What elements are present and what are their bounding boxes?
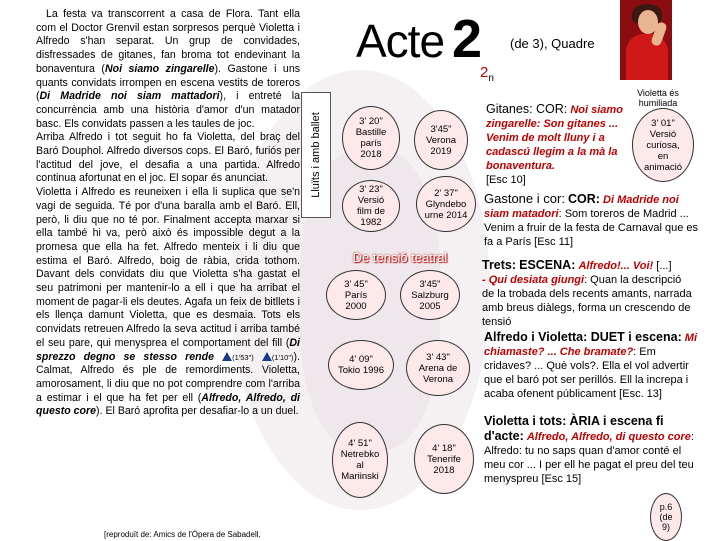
rec-l3: en bbox=[657, 150, 669, 162]
title-acte: Acte bbox=[356, 15, 445, 67]
page-total: 9) bbox=[661, 522, 670, 532]
rec-time: 3' 23" bbox=[359, 184, 383, 195]
gastone-cor: COR: bbox=[568, 192, 600, 206]
gastone-block bbox=[484, 192, 698, 249]
rec-time: 3' 20" bbox=[359, 116, 383, 127]
synopsis-p1-text3: ), i entreté la concurrència amb una història d'amor d'un matador basc. Els convidats passen a les taules de joc. bbox=[36, 90, 300, 130]
synopsis-p3a: Violetta i Alfredo es reuneixen i ella li suplica que se'n vagi de seguida. Té por d'una baralla amb el Baró. Ell, però, li diu que no té por. Finalment accepta marxar si ella també hi va, però això és impossible degut a la promesa que ella ha fet. Alfredo menteix i li diu que estima el Baró. Alfredo, boig de ràbia, crida tothom. Davant dels convidats diu que Violetta s'ha gastat el seu patrimoni per mantenir-lo a ell i que ha arribat el moment de pagar-li els deutes. Agafa un feix de bitllets i els llença damunt Violetta, que es desmaia. Tots els convidats retreuen Alfredo la seva actitud i arriba també el seu pare, qui menysprea el comportament del fill ( bbox=[36, 186, 300, 349]
recording-oval-glyndebourne[interactable] bbox=[416, 176, 476, 232]
rec-city: Verona bbox=[422, 373, 454, 385]
recording-oval-tokio[interactable] bbox=[328, 340, 394, 390]
rec-year: 2018 bbox=[433, 464, 455, 476]
quadre-sub: n bbox=[488, 73, 494, 84]
rec-time: 3'45" bbox=[419, 278, 441, 290]
rec-place: Salzburg bbox=[411, 289, 449, 301]
title-part: (de 3), Quadre bbox=[510, 36, 595, 51]
page-indicator bbox=[650, 493, 682, 541]
recording-oval-film[interactable] bbox=[342, 180, 400, 232]
rec-place: Bastille bbox=[355, 127, 387, 138]
vertical-tab-label: Lluïts i amb ballet bbox=[310, 112, 322, 198]
synopsis-p3-italic: Di sprezzo degno se stesso rende bbox=[36, 336, 300, 363]
escena-block bbox=[482, 258, 696, 329]
title-act-number: 2 bbox=[452, 9, 482, 69]
rec-year: 1996 bbox=[362, 365, 384, 376]
aria-text: : Alfredo: tu no saps quan d'amor conté el meu cor ... I per ell he pagat el preu del teu menyspreu [Esc 15] bbox=[484, 431, 694, 485]
audio-duration-1: (1'53") bbox=[232, 352, 254, 362]
synopsis-p3b-italic: Alfredo, Alfredo, di questo core bbox=[36, 391, 301, 418]
rec-city: urne bbox=[424, 209, 444, 221]
rec-time: 2' 37" bbox=[434, 187, 458, 199]
duet-block bbox=[484, 330, 698, 401]
page-number: p.6 bbox=[659, 502, 673, 512]
escena-italic: Alfredo!... Voi! bbox=[578, 260, 654, 272]
photo-caption: Violetta és humiliada bbox=[637, 88, 679, 108]
rec-time: 4' 18" bbox=[432, 442, 456, 454]
rec-place: Glyndebo bbox=[425, 198, 467, 210]
synopsis-text bbox=[36, 8, 300, 419]
aria-block bbox=[484, 414, 698, 486]
synopsis-p1: La festa va transcorrent a casa de Flora. Tant ella com el Doctor Grenvil estan sorpresos perquè Violetta i Alfredo s'han separat. Un grup de convidades, disfressades de gitanes, fan broma tot endevinant la bonaventura ( bbox=[36, 8, 300, 75]
synopsis-p3c: ). El Baró aprofita per desafiar-lo a un duel. bbox=[96, 405, 299, 418]
synopsis-p1-italic1: Noi siamo zingarelle bbox=[104, 62, 215, 75]
rec-place: Versió bbox=[357, 195, 385, 206]
gastone-label: Gastone i cor: bbox=[484, 191, 565, 206]
rec-time: 4' 51" bbox=[348, 438, 372, 449]
audio-duration-2: (1'10") bbox=[271, 352, 294, 362]
recording-oval-verona[interactable] bbox=[414, 110, 468, 170]
gitanes-esc: [Esc 10] bbox=[486, 174, 526, 186]
recording-oval-bastille[interactable] bbox=[342, 106, 400, 170]
recording-oval-tenerife[interactable] bbox=[414, 424, 474, 494]
quadre-num: 2 bbox=[480, 64, 489, 81]
violetta-photo bbox=[620, 0, 672, 80]
qui-text: : Quan la descripció de la trobada dels recents amants, narrada amb breus diàlegs, forma un crescendo de tensió bbox=[482, 274, 692, 328]
synopsis-p1-text2: ). Gastone i uns quants convidats irrompen en escena vestits de toreros ( bbox=[36, 62, 301, 103]
duet-italic: Mi chiamaste? ... Che bramate? bbox=[484, 332, 698, 358]
rec-year: 2014 bbox=[446, 209, 468, 221]
rec-city: film de bbox=[357, 206, 385, 217]
rec-place: Netrebko bbox=[340, 449, 380, 460]
duet-text: : Em cridaves? ... Què vols?. Ella el vol advertir que el baró pot ser perillós. Ell la increpa i acaba ofenent públicament bbox=[484, 346, 689, 400]
rec-time: 3'45" bbox=[430, 123, 452, 135]
rec-year: 1982 bbox=[360, 217, 382, 228]
aria-italic: Alfredo, Alfredo, di questo core bbox=[526, 431, 691, 443]
escena-label: ESCENA: bbox=[519, 258, 576, 272]
gitanes-block bbox=[486, 102, 630, 187]
rec-place: Tenerife bbox=[427, 453, 461, 465]
rec-l2: curiosa, bbox=[646, 139, 680, 151]
gitanes-label: Gitanes: COR: bbox=[486, 102, 568, 116]
rec-place: París bbox=[344, 289, 368, 301]
synopsis-p3b: ). Calmat, Alfredo és ple de remordiments. Violetta, amorosament, li diu que no pot comprendre com l'arriba a estimar i el que ha fet per ell ( bbox=[36, 350, 300, 404]
aria-word: ÀRIA i escena fi d'acte: bbox=[484, 414, 664, 443]
rec-time: 4' 09" bbox=[349, 354, 373, 365]
gitanes-italic: Noi siamo zingarelle bbox=[486, 104, 623, 130]
rec-time: 3' 01" bbox=[651, 117, 675, 129]
page-title bbox=[356, 8, 481, 70]
synopsis-p1-italic2: Di Madride noi siam mattadori bbox=[39, 90, 220, 103]
rec-place: Arena de bbox=[418, 362, 458, 374]
recording-oval-salzburg[interactable] bbox=[400, 270, 460, 320]
escena-ellipsis: [...] bbox=[656, 260, 672, 272]
duet-esc: [Esc. 13] bbox=[619, 388, 662, 400]
play-icon[interactable] bbox=[262, 352, 272, 361]
gastone-italic: Di Madride noi siam matadori bbox=[484, 194, 679, 220]
synopsis-p2: Arriba Alfredo i tot seguit ho fa Violetta, del braç del Baró Douphol. Alfredo diversos cops. El Baró, furiós per l'actitud del jove, el desafia a una partida. Alfredo continua afortunat en el joc. El sopar és anunciat. bbox=[36, 131, 300, 185]
rec-time: 3' 43" bbox=[426, 351, 450, 363]
credit-text: [reproduït de: Amics de l'Òpera de Sabadell, bbox=[104, 530, 261, 539]
rec-time: 3' 45" bbox=[344, 278, 368, 290]
gitanes-text: : Son gitanes ... Venim de molt lluny i a cadascú llegim a la mà la bonaventura. bbox=[486, 118, 619, 172]
trets-label: Trets: bbox=[482, 258, 517, 272]
recording-oval-netrebko[interactable] bbox=[332, 422, 388, 498]
recording-oval-paris[interactable] bbox=[326, 270, 386, 320]
recording-oval-arena-verona[interactable] bbox=[406, 340, 470, 396]
rec-city: parís bbox=[360, 138, 382, 149]
gastone-text: : Som toreros de Madrid ... Venim a fruir de la festa de Carnaval que es fa a París [Esc 11] bbox=[484, 208, 699, 248]
duet-label: Alfredo i Violetta: DUET i escena: bbox=[484, 330, 682, 344]
quadre-number bbox=[480, 64, 494, 84]
rec-l4: animació bbox=[643, 161, 683, 173]
vertical-tab bbox=[301, 92, 331, 218]
rec-year: 2000 bbox=[345, 300, 367, 312]
rec-l1: Versió bbox=[649, 128, 677, 140]
qui-italic: - Qui desiata giungi bbox=[482, 274, 585, 286]
rec-place: Tokio bbox=[338, 365, 361, 376]
rec-year: Mariinski bbox=[341, 471, 379, 482]
recording-oval-animacio[interactable] bbox=[632, 108, 694, 182]
rec-year: 2018 bbox=[360, 149, 382, 160]
play-icon[interactable] bbox=[222, 352, 232, 361]
tensio-label: De tensió teatral bbox=[352, 250, 448, 265]
rec-year: 2019 bbox=[430, 145, 452, 157]
aria-label: Violetta i tots: bbox=[484, 414, 567, 428]
rec-place: Verona bbox=[425, 134, 457, 146]
page-of: (de bbox=[659, 512, 673, 522]
rec-year: 2005 bbox=[419, 300, 441, 312]
rec-city: al bbox=[356, 460, 364, 471]
